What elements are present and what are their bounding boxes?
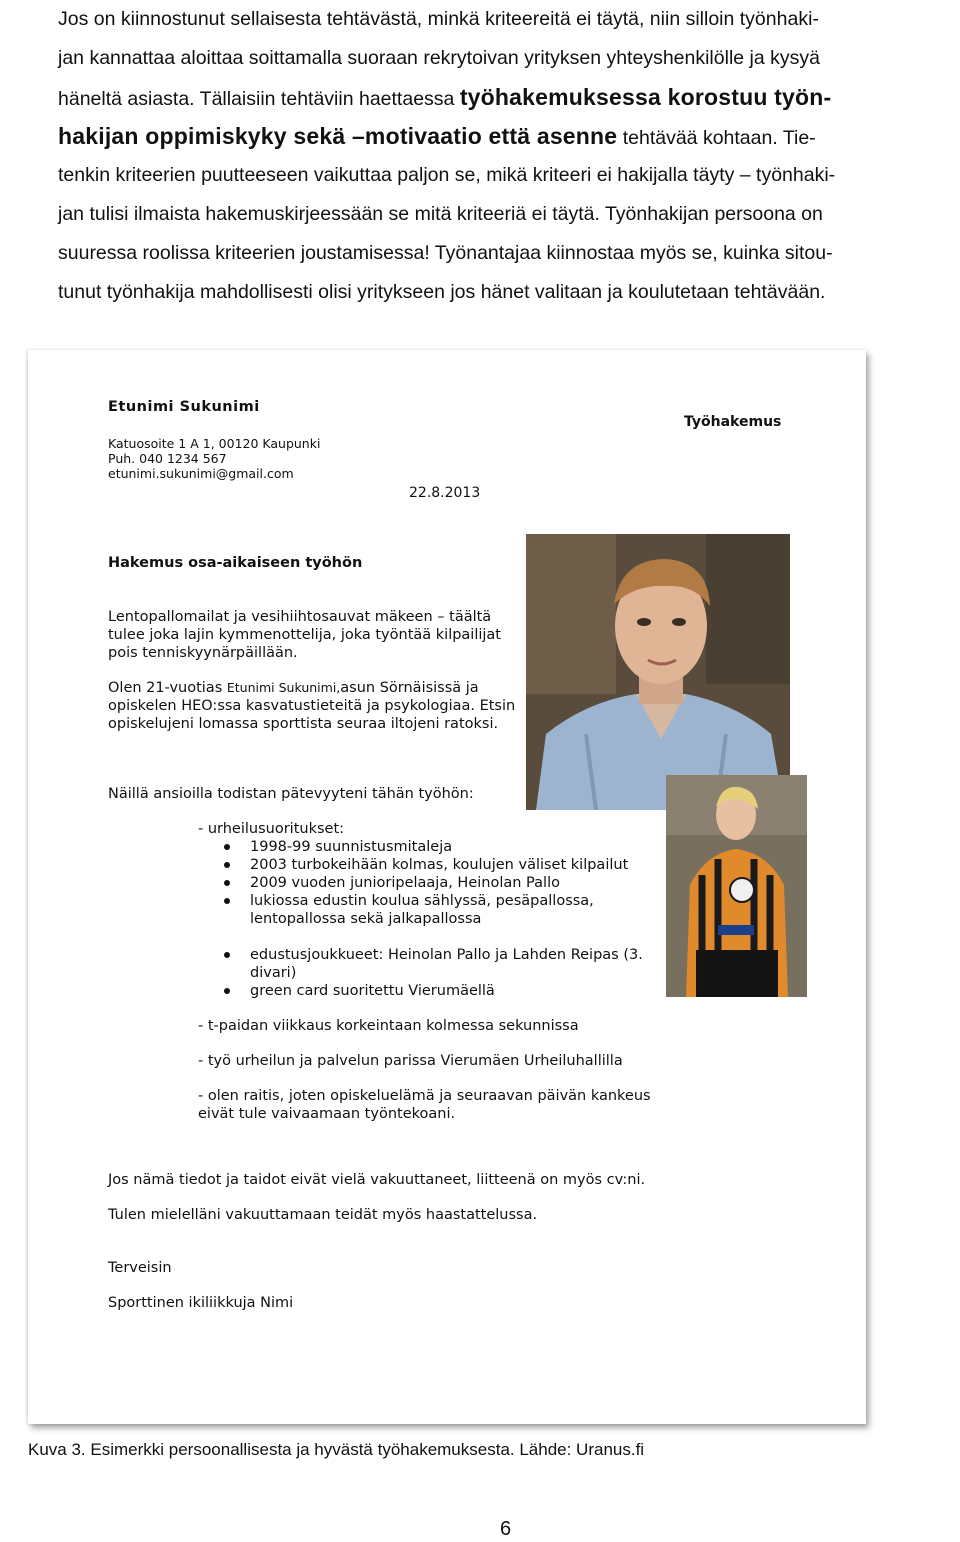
signature: Sporttinen ikiliikkuja Nimi bbox=[108, 1295, 294, 1311]
merit-bullets bbox=[198, 838, 668, 928]
list-item: 1998-99 suunnistusmitaleja bbox=[250, 838, 668, 856]
email: etunimi.sukunimi@gmail.com bbox=[108, 466, 294, 481]
merit-dash-item: - olen raitis, joten opiskeluelämä ja seuraavan päivän kankeus eivät tule vaivaamaan työntekoani. bbox=[198, 1088, 651, 1122]
merit-dash-item: - urheilusuoritukset: bbox=[198, 821, 345, 837]
paragraph-cv: Jos nämä tiedot ja taidot eivät vielä vakuuttaneet, liitteenä on myös cv:ni. bbox=[108, 1172, 646, 1188]
letter-subject: Hakemus osa-aikaiseen työhön bbox=[108, 555, 363, 571]
list-item: edustusjoukkueet: Heinolan Pallo ja Lahden Reipas (3. divari) bbox=[250, 946, 668, 982]
intro-line: tenkin kriteerien puutteeseen vaikuttaa paljon se, mikä kriteeri ei hakijalla täyty – työnhaki- bbox=[58, 164, 836, 186]
intro-line: Jos on kiinnostunut sellaisesta tehtävästä, minkä kriteereitä ei täytä, niin silloin työnhaki- bbox=[58, 8, 819, 30]
application-letter-figure bbox=[28, 350, 866, 1424]
page-number: 6 bbox=[500, 1518, 512, 1540]
paragraph-merits: Näillä ansioilla todistan pätevyyteni tähän työhön: bbox=[108, 786, 474, 802]
merits-list bbox=[198, 820, 668, 1123]
phone: Puh. 040 1234 567 bbox=[108, 451, 227, 466]
intro-line: jan kannattaa aloittaa soittamalla suoraan rekrytoivan yrityksen yhteyshenkilölle ja kysyä bbox=[58, 47, 820, 69]
list-item: 2009 vuoden junioripelaaja, Heinolan Pallo bbox=[250, 874, 668, 892]
intro-line bbox=[58, 117, 948, 156]
intro-line: jan tulisi ilmaista hakemuskirjeessään se mitä kriteeriä ei täytä. Työnhakijan persoona on bbox=[58, 203, 823, 225]
intro-line bbox=[58, 78, 948, 117]
paragraph-intro: Lentopallomailat ja vesihiihtosauvat mäkeen – täältä tulee joka lajin kymmenottelija, joka työntää kilpailijat pois tenniskyynärpäillään. bbox=[108, 609, 501, 661]
intro-emphasis: hakijan oppimiskyky sekä –motivaatio että asenne bbox=[58, 123, 618, 149]
applicant-name: Etunimi Sukunimi bbox=[108, 399, 260, 415]
applicant-sports-photo bbox=[666, 775, 807, 997]
merit-dash-item: - työ urheilun ja palvelun parissa Vierumäen Urheiluhallilla bbox=[198, 1053, 623, 1069]
intro-emphasis: työhakemuksessa korostuu työn- bbox=[459, 84, 832, 110]
figure-caption: Kuva 3. Esimerkki persoonallisesta ja hyvästä työhakemuksesta. Lähde: Uranus.fi bbox=[28, 1440, 645, 1459]
portrait-illustration bbox=[526, 534, 790, 810]
merit-dash-item: - t-paidan viikkaus korkeintaan kolmessa sekunnissa bbox=[198, 1018, 579, 1034]
document-type: Työhakemus bbox=[684, 414, 782, 430]
intro-text-run: häneltä asiasta. Tällaisiin tehtäviin haettaessa bbox=[58, 88, 460, 110]
address: Katuosoite 1 A 1, 00120 Kaupunki bbox=[108, 436, 321, 451]
merit-bullets bbox=[198, 946, 668, 1000]
about-name: Etunimi Sukunimi, bbox=[226, 680, 341, 695]
about-text: asun Sörnäisissä ja opiskelen HEO:ssa kasvatustieteitä ja psykologiaa. Etsin opiskelujeni lomassa sporttista seuraa iltojeni ratoksi. bbox=[108, 680, 516, 732]
list-item: lukiossa edustin koulua sählyssä, pesäpallossa, lentopallossa sekä jalkapallossa bbox=[250, 892, 668, 928]
paragraph-interview: Tulen mielelläni vakuuttamaan teidät myös haastattelussa. bbox=[108, 1207, 538, 1223]
contact-block bbox=[108, 436, 320, 481]
intro-line: tunut työnhakija mahdollisesti olisi yritykseen jos hänet valitaan ja koulutetaan tehtävään. bbox=[58, 281, 826, 303]
list-item: 2003 turbokeihään kolmas, koulujen väliset kilpailut bbox=[250, 856, 668, 874]
sports-illustration bbox=[666, 775, 807, 997]
list-item: green card suoritettu Vierumäellä bbox=[250, 982, 668, 1000]
about-text: Olen 21-vuotias bbox=[108, 680, 227, 696]
applicant-portrait-photo bbox=[526, 534, 790, 810]
paragraph-about bbox=[108, 679, 528, 733]
intro-line: suuressa roolissa kriteerien joustamisessa! Työnantajaa kiinnostaa myös se, kuinka sitou- bbox=[58, 242, 833, 264]
intro-text bbox=[58, 0, 948, 312]
letter-date: 22.8.2013 bbox=[409, 485, 481, 501]
closing: Terveisin bbox=[108, 1260, 172, 1276]
intro-text-run: tehtävää kohtaan. Tie- bbox=[617, 127, 816, 149]
